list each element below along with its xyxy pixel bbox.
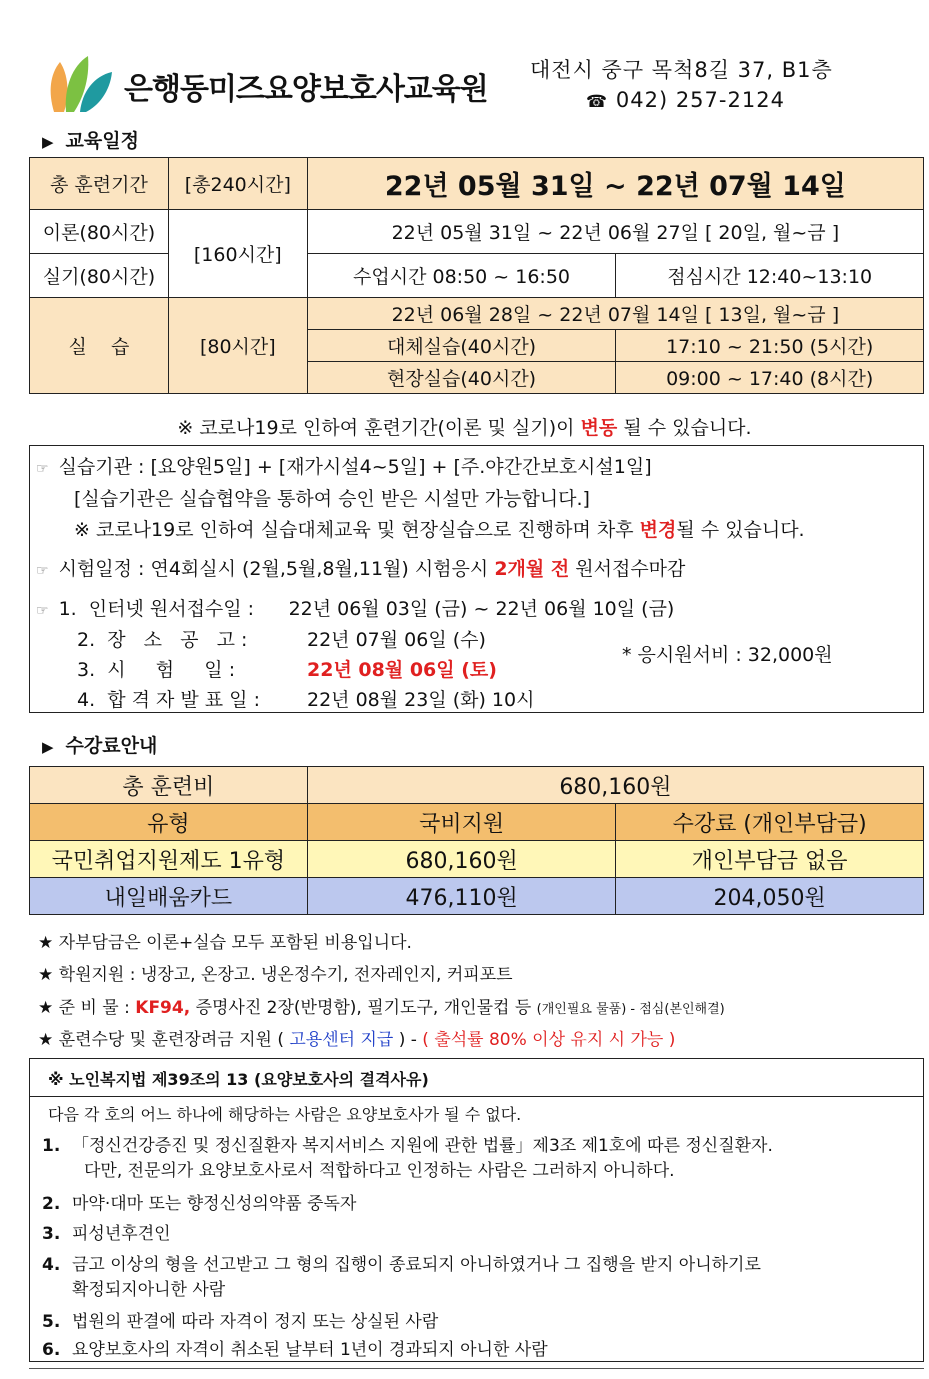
copay-note: ★ 자부담금은 이론+실습 모두 포함된 비용입니다.: [38, 933, 412, 953]
org-logo: [46, 52, 116, 116]
exam-fee-note: * 응시원서비 : 32,000원: [622, 644, 833, 666]
practice-label: 실기(80시간): [30, 254, 169, 298]
col-gov: 국비지원: [307, 804, 615, 841]
phone-line: [586, 88, 785, 112]
list-item-continuation: 확정되지아니한 사람: [72, 1280, 226, 1300]
alt-training-label: 대체실습(40시간): [307, 330, 616, 362]
training-period: 22년 06월 28일 ~ 22년 07월 14일 [ 13일, 월~금 ]: [307, 298, 923, 330]
list-item: 2. 마약·대마 또는 향정신성의약품 중독자: [42, 1194, 357, 1214]
table-row: [30, 878, 924, 915]
training-hours: [80시간]: [168, 298, 307, 394]
schedule-table: [29, 157, 924, 394]
pointing-hand-icon: ☞: [36, 603, 49, 619]
section-fees-heading: [42, 731, 157, 758]
field-training-time: 09:00 ~ 17:40 (8시간): [616, 362, 924, 394]
list-item-continuation: 다만, 전문의가 요양보호사로서 적합하다고 인정하는 사람은 그러하지 아니하다.: [84, 1161, 675, 1181]
theory-label: 이론(80시간): [30, 210, 169, 254]
list-item: 6. 요양보호사의 자격이 취소된 날부터 1년이 경과되지 아니한 사람: [42, 1340, 548, 1360]
covid-note: ※ 코로나19로 인하여 훈련기간(이론 및 실기)이 변동 될 수 있습니다.: [177, 417, 752, 439]
total-period: 22년 05월 31일 ~ 22년 07월 14일: [307, 158, 923, 210]
total-fee-label: 총 훈련비: [30, 767, 308, 804]
training-label: 실 습: [30, 298, 169, 394]
pointing-hand-icon: ☞: [36, 563, 49, 579]
bottom-divider: [29, 1368, 924, 1369]
allowance-note: ★ 훈련수당 및 훈련장려금 지원 ( 고용센터 지급 ) - ( 출석률 80% 이상 유지 시 가능 ): [38, 1030, 676, 1050]
exam-deadline-highlight: 2개월 전: [494, 558, 570, 580]
institutions-line: ☞ 실습기관 : [요양원5일] + [재가시설4~5일] + [주.야간간보호시설1일]: [36, 456, 652, 478]
class-time: 수업시간 08:50 ~ 16:50: [307, 254, 616, 298]
section-schedule-heading: [42, 126, 139, 153]
info-box: [29, 445, 924, 713]
fee-gov: 680,160원: [307, 841, 615, 878]
info-covid-highlight: 변경: [639, 519, 677, 541]
theory-period: 22년 05월 31일 ~ 22년 06월 27일 [ 20일, 월~금 ]: [307, 210, 923, 254]
fee-personal: 개인부담금 없음: [616, 841, 924, 878]
total-fee-value: 680,160원: [307, 767, 923, 804]
exam-step-2: 2. 장 소 공 고 : 22년 07월 06일 (수): [77, 629, 486, 651]
info-covid-line: ※ 코로나19로 인하여 실습대체교육 및 현장실습으로 진행하며 차후 변경될 수 있습니다.: [74, 519, 805, 541]
table-row: [30, 841, 924, 878]
law-intro: 다음 각 호의 어느 하나에 해당하는 사람은 요양보호사가 될 수 없다.: [48, 1105, 522, 1124]
exam-schedule-line: ☞ 시험일정 : 연4회실시 (2월,5월,8월,11월) 시험응시 2개월 전 원서접수마감: [36, 558, 686, 580]
exam-step-4: 4. 합 격 자 발 표 일 : 22년 08월 23일 (화) 10시: [77, 689, 535, 711]
law-box: [29, 1058, 924, 1362]
lunch-time: 점심시간 12:40~13:10: [616, 254, 924, 298]
exam-step-3: 3. 시 험 일 : 22년 08월 06일 (토): [77, 659, 497, 681]
triangle-bullet-icon: ▶: [42, 738, 54, 756]
total-hours: [총240시간]: [168, 158, 307, 210]
fee-type: 내일배움카드: [30, 878, 308, 915]
fee-table: [29, 766, 924, 915]
exam-step-1: ☞ 1. 인터넷 원서접수일 : 22년 06월 03일 (금) ~ 22년 06월 10일 (금): [36, 598, 675, 620]
org-name: 은행동미즈요양보호사교육원: [124, 72, 488, 107]
section-title: 교육일정: [65, 130, 139, 152]
institutions-note: [실습기관은 실습협약을 통하여 승인 받은 시설만 가능합니다.]: [74, 488, 590, 510]
law-title: ※ 노인복지법 제39조의 13 (요양보호사의 결격사유): [30, 1059, 923, 1097]
total-period-label: 총 훈련기간: [30, 158, 169, 210]
covid-note-highlight: 변동: [580, 417, 618, 439]
section-title: 수강료안내: [65, 735, 158, 757]
fee-personal: 204,050원: [616, 878, 924, 915]
fee-gov: 476,110원: [307, 878, 615, 915]
fee-type: 국민취업지원제도 1유형: [30, 841, 308, 878]
list-item: 3. 피성년후견인: [42, 1224, 171, 1244]
triangle-bullet-icon: ▶: [42, 133, 54, 151]
list-item: 4. 금고 이상의 형을 선고받고 그 형의 집행이 종료되지 아니하였거나 그 집행을 받지 아니하기로: [42, 1255, 761, 1275]
prep-note: ★ 준 비 물 : KF94, 증명사진 2장(반명함), 필기도구, 개인물컵 등 (개인필요 물품) - 점심(본인해결): [38, 998, 725, 1018]
facilities-note: ★ 학원지원 : 냉장고, 온장고. 냉온정수기, 전자레인지, 커피포트: [38, 965, 513, 985]
telephone-icon: ☎: [586, 92, 609, 112]
list-item: 1. 「정신건강증진 및 정신질환자 복지서비스 지원에 관한 법률」제3조 제1호에 따른 정신질환자.: [42, 1136, 773, 1156]
pointing-hand-icon: ☞: [36, 461, 49, 477]
phone-number: 042) 257-2124: [615, 88, 785, 112]
field-training-label: 현장실습(40시간): [307, 362, 616, 394]
col-personal: 수강료 (개인부담금): [616, 804, 924, 841]
col-type: 유형: [30, 804, 308, 841]
theory-practice-hours: [160시간]: [168, 210, 307, 298]
address: 대전시 중구 목척8길 37, B1층: [530, 58, 833, 82]
alt-training-time: 17:10 ~ 21:50 (5시간): [616, 330, 924, 362]
list-item: 5. 법원의 판결에 따라 자격이 정지 또는 상실된 사람: [42, 1312, 439, 1332]
